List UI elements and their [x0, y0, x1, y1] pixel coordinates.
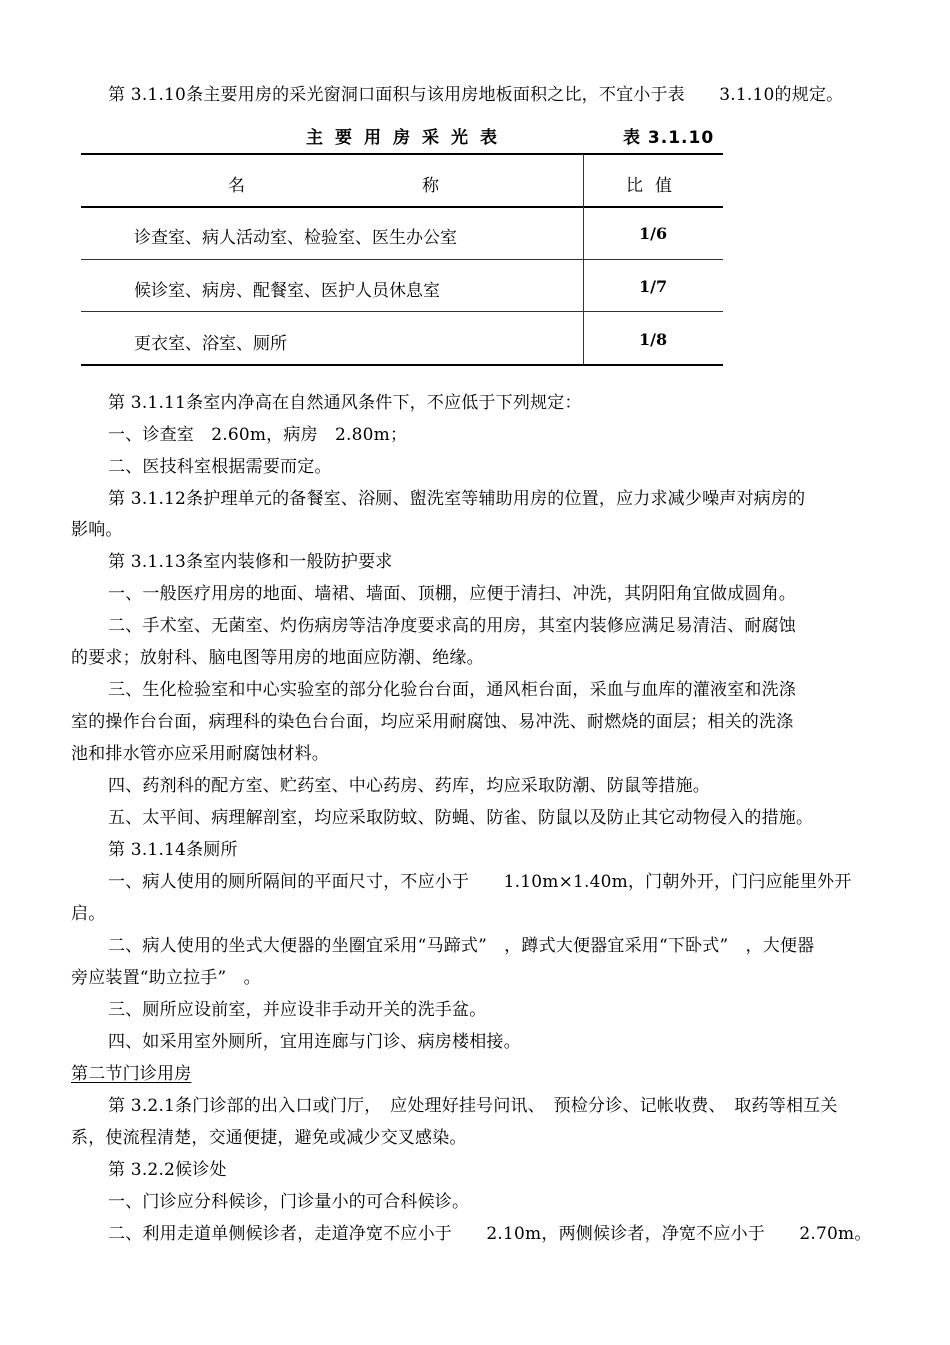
header-ratio: 比值	[626, 176, 684, 196]
paragraph-text: 一、门诊应分科候诊，门诊量小的可合科候诊。	[108, 1192, 470, 1212]
paragraph-3-1-14: 第 3.1.14条厕所	[108, 840, 238, 860]
table-row-ratio: 1/8	[639, 330, 668, 349]
table-row-name: 诊查室、病人活动室、检验室、医生办公室	[134, 228, 457, 248]
paragraph-text: 的要求；放射科、脑电图等用房的地面应防潮、绝缘。	[71, 648, 484, 668]
paragraph-text: 二、手术室、无菌室、灼伤病房等洁净度要求高的用房，其室内装修应满足易清洁、耐腐蚀	[108, 616, 796, 636]
paragraph-text: 一、诊查室 2.60m，病房 2.80m；	[108, 425, 408, 445]
paragraph-text: 系，使流程清楚，交通便捷，避免或减少交叉感染。	[71, 1128, 467, 1148]
paragraph-text: 二、利用走道单侧候诊者，走道净宽不应小于 2.10m，两侧候诊者，净宽不应小于 2.70m。	[108, 1224, 872, 1244]
paragraph-3-2-1: 第 3.2.1条门诊部的出入口或门厅， 应处理好挂号问讯、 预检分诊、记帐收费、 取药等相互关	[108, 1096, 838, 1116]
paragraph-text: 三、厕所应设前室，并应设非手动开关的洗手盆。	[108, 1000, 487, 1020]
table-row-ratio: 1/6	[639, 224, 668, 243]
paragraph-text: 启。	[71, 904, 106, 924]
paragraph-text: 四、药剂科的配方室、贮药室、中心药房、药库，均应采取防潮、防鼠等措施。	[108, 776, 710, 796]
paragraph-text: 二、医技科室根据需要而定。	[108, 457, 332, 477]
table-row-name: 候诊室、病房、配餐室、医护人员休息室	[134, 281, 440, 301]
table-top-rule	[81, 153, 723, 155]
paragraph-text: 一、一般医疗用房的地面、墙裙、墙面、顶棚，应便于清扫、冲洗，其阴阳角宜做成圆角。	[108, 584, 796, 604]
table-row-ratio: 1/7	[639, 277, 668, 296]
paragraph-text: 五、太平间、病理解剖室，均应采取防蚊、防蝇、防雀、防鼠以及防止其它动物侵入的措施。	[108, 808, 814, 828]
paragraph-3-1-13: 第 3.1.13条室内装修和一般防护要求	[108, 552, 393, 572]
header-name-2: 称	[422, 176, 439, 196]
lighting-table	[71, 118, 731, 374]
table-row-name: 更衣室、浴室、厕所	[134, 334, 287, 354]
paragraph-text: 二、病人使用的坐式大便器的坐圈宜采用“马蹄式” ，蹲式大便器宜采用“下卧式” ，大便器	[108, 936, 815, 956]
row-rule	[81, 311, 723, 312]
table-bottom-rule	[81, 364, 723, 366]
paragraph-text: 室的操作台台面，病理科的染色台台面，均应采用耐腐蚀、易冲洗、耐燃烧的面层；相关的洗涤	[71, 712, 794, 732]
header-rule	[81, 206, 723, 208]
paragraph-text: 四、如采用室外厕所，宜用连廊与门诊、病房楼相接。	[108, 1032, 521, 1052]
paragraph-3-1-12: 第 3.1.12条护理单元的备餐室、浴厕、盥洗室等辅助用房的位置，应力求减少噪声对病房的	[108, 489, 806, 509]
table-number: 表 3.1.10	[623, 128, 715, 148]
table-title: 主要用房采光表	[306, 128, 509, 148]
paragraph-text: 三、生化检验室和中心实验室的部分化验台台面，通风柜台面，采血与血库的灌液室和洗涤	[108, 680, 796, 700]
paragraph-text: 旁应装置“助立拉手” 。	[71, 968, 261, 988]
row-rule	[81, 259, 723, 260]
paragraph-text: 池和排水管亦应采用耐腐蚀材料。	[71, 744, 329, 764]
paragraph-text: 影响。	[71, 520, 123, 540]
header-name-1: 名	[228, 176, 245, 196]
paragraph-text: 一、病人使用的厕所隔间的平面尺寸，不应小于 1.10m×1.40m，门朝外开，门闩应能里外开	[108, 872, 852, 892]
paragraph-3-2-2: 第 3.2.2候诊处	[108, 1160, 227, 1180]
paragraph-3-1-11: 第 3.1.11条室内净高在自然通风条件下，不应低于下列规定：	[108, 393, 582, 413]
column-divider	[583, 154, 584, 366]
paragraph-3-1-10: 第 3.1.10条主要用房的采光窗洞口面积与该用房地板面积之比，不宜小于表 3.1.10的规定。	[108, 85, 844, 105]
section-heading: 第二节门诊用房	[71, 1064, 192, 1084]
